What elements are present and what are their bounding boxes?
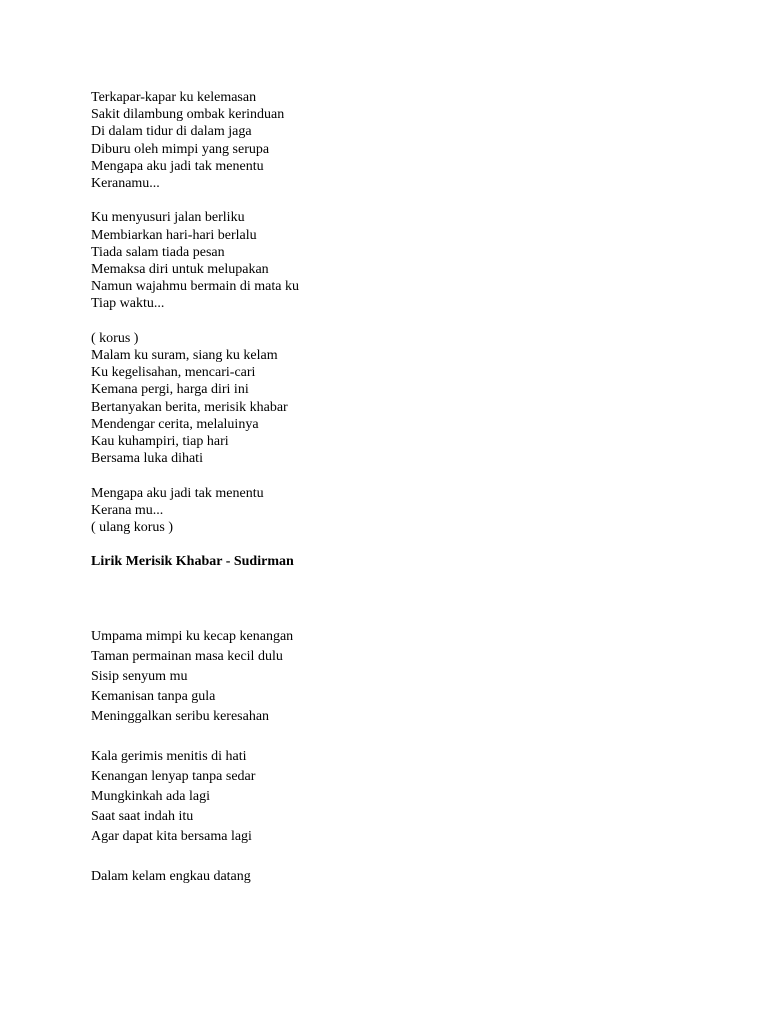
stanza-5 <box>91 627 711 727</box>
lyric-line: Kenangan lenyap tanpa sedar <box>91 768 256 784</box>
lyric-line: Dalam kelam engkau datang <box>91 868 251 884</box>
lyric-line: Ku menyusuri jalan berliku <box>91 210 245 226</box>
lyrics-document <box>91 89 711 907</box>
lyric-line: Namun wajahmu bermain di mata ku <box>91 279 299 295</box>
stanza-2 <box>91 209 711 312</box>
stanza-6 <box>91 747 711 847</box>
lyric-line: Sisip senyum mu <box>91 668 188 684</box>
stanza-chorus <box>91 330 711 468</box>
stanza-7 <box>91 867 711 887</box>
lyric-line: Kerana mu... <box>91 502 164 518</box>
lyric-line: Bersama luka dihati <box>91 451 203 467</box>
lyric-line: Tiap waktu... <box>91 296 165 312</box>
second-song <box>91 627 711 887</box>
lyric-line: Terkapar-kapar ku kelemasan <box>91 90 257 105</box>
lyric-line: Mengapa aku jadi tak menentu <box>91 485 264 501</box>
lyric-line: Umpama mimpi ku kecap kenangan <box>91 628 294 644</box>
stanza-1 <box>91 89 711 192</box>
stanza-4 <box>91 485 711 537</box>
lyric-line: Mengapa aku jadi tak menentu <box>91 158 264 174</box>
lyric-line: Kala gerimis menitis di hati <box>91 748 247 764</box>
lyric-line: Di dalam tidur di dalam jaga <box>91 124 252 140</box>
lyric-line: Malam ku suram, siang ku kelam <box>91 348 278 364</box>
lyric-line: Tiada salam tiada pesan <box>91 244 225 260</box>
lyric-line: Kemanisan tanpa gula <box>91 688 216 704</box>
lyric-line: ( korus ) <box>91 330 139 346</box>
lyric-line: Mungkinkah ada lagi <box>91 788 210 804</box>
lyric-line: Taman permainan masa kecil dulu <box>91 648 283 664</box>
lyric-line: Kemana pergi, harga diri ini <box>91 382 249 398</box>
lyric-line: Meninggalkan seribu keresahan <box>91 708 270 724</box>
lyric-line: Memaksa diri untuk melupakan <box>91 262 269 278</box>
lyric-line: Agar dapat kita bersama lagi <box>91 828 252 844</box>
lyric-line: Keranamu... <box>91 176 160 192</box>
song-heading: Lirik Merisik Khabar - Sudirman <box>91 554 294 570</box>
lyric-line: Ku kegelisahan, mencari-cari <box>91 365 256 381</box>
lyric-line: ( ulang korus ) <box>91 520 174 536</box>
lyric-line: Bertanyakan berita, merisik khabar <box>91 399 288 415</box>
lyric-line: Saat saat indah itu <box>91 808 194 824</box>
lyric-line: Mendengar cerita, melaluinya <box>91 416 259 432</box>
lyric-line: Sakit dilambung ombak kerinduan <box>91 107 285 123</box>
lyric-line: Kau kuhampiri, tiap hari <box>91 434 229 450</box>
lyric-line: Membiarkan hari-hari berlalu <box>91 227 257 243</box>
lyric-line: Diburu oleh mimpi yang serupa <box>91 141 270 157</box>
